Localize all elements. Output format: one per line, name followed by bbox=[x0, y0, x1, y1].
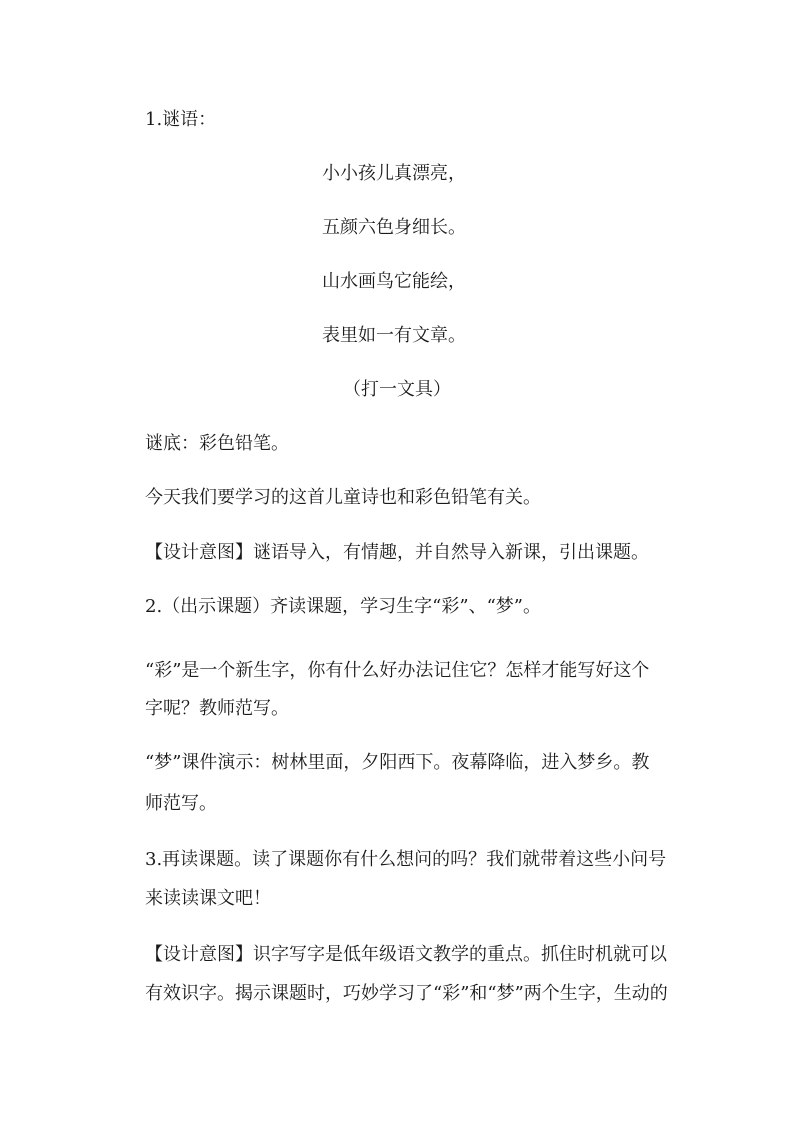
riddle-intro: 今天我们要学习的这首儿童诗也和彩色铅笔有关。 bbox=[145, 487, 541, 508]
riddle-heading: 1.谜语： bbox=[145, 109, 217, 130]
poem-line-4: 表里如一有文章。 bbox=[322, 325, 466, 346]
step3-line-1: 3.再读课题。读了课题你有什么想问的吗？我们就带着这些小问号 bbox=[145, 849, 667, 870]
riddle-answer: 谜底：彩色铅笔。 bbox=[145, 433, 289, 454]
design-intent-2-line-1: 【设计意图】识字写字是低年级语文教学的重点。抓住时机就可以 bbox=[145, 944, 667, 965]
meng-paragraph-line-1: “梦”课件演示：树林里面，夕阳西下。夜幕降临，进入梦乡。教 bbox=[145, 752, 650, 773]
step2-heading: 2.（出示课题）齐读课题，学习生字“彩”、“梦”。 bbox=[145, 596, 541, 617]
poem-line-1: 小小孩儿真漂亮， bbox=[322, 163, 466, 184]
riddle-hint: （打一文具） bbox=[343, 379, 451, 400]
poem-line-3: 山水画鸟它能绘， bbox=[322, 271, 466, 292]
design-intent-2-line-2: 有效识字。揭示课题时，巧妙学习了“彩”和“梦”两个生字，生动的 bbox=[145, 983, 668, 1004]
cai-paragraph-line-2: 字呢？教师范写。 bbox=[145, 698, 289, 719]
cai-paragraph-line-1: “彩”是一个新生字，你有什么好办法记住它？怎样才能写好这个 bbox=[145, 660, 650, 681]
meng-paragraph-line-2: 师范写。 bbox=[145, 793, 217, 814]
step3-line-2: 来读读课文吧！ bbox=[145, 888, 271, 909]
design-intent-1: 【设计意图】谜语导入，有情趣，并自然导入新课，引出课题。 bbox=[145, 542, 649, 563]
poem-line-2: 五颜六色身细长。 bbox=[322, 217, 466, 238]
